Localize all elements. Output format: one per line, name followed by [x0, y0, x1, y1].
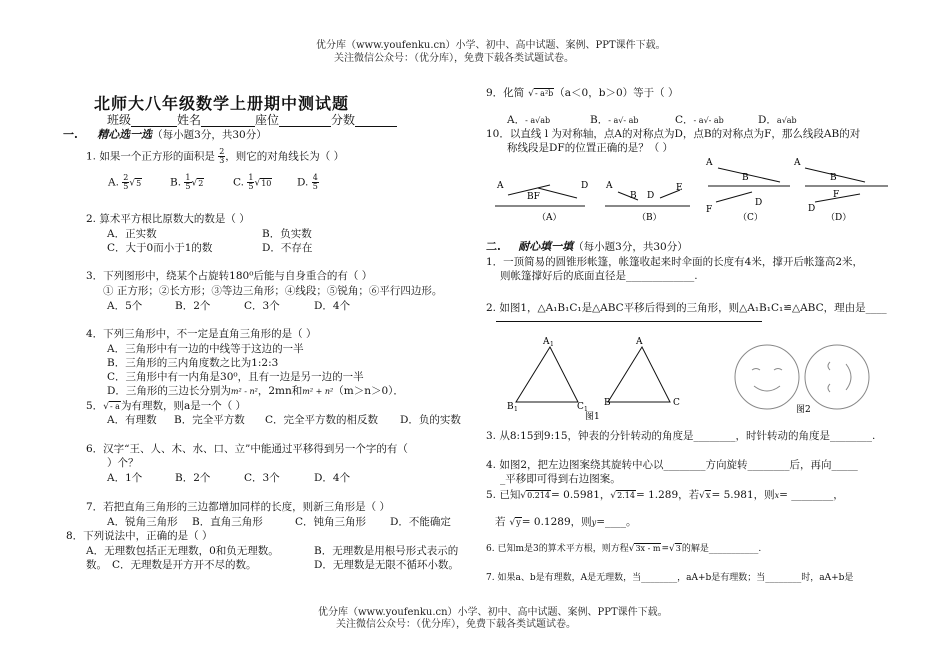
svg-text:B: B — [742, 173, 749, 183]
q9-option-c: C．- a√- ab — [675, 114, 724, 126]
q9-option-b: B．- a√- ab — [590, 114, 639, 126]
svg-text:E: E — [676, 183, 683, 193]
question-9: 9．化简 √- a²b（a＜0，b＞0）等于（ ） — [486, 87, 679, 99]
svg-text:D: D — [755, 198, 763, 208]
q10-figure-c — [705, 158, 790, 223]
question-6: 6．汉字“王、人、木、水、口、立”中能通过平移得到另一个字的有（ — [86, 443, 408, 455]
svg-text:D: D — [647, 191, 655, 201]
svg-text:C: C — [577, 402, 584, 412]
svg-text:（C）: （C） — [738, 213, 763, 223]
fill-2: 2. 如图1，△A₁B₁C₁是△ABC平移后得到的三角形，则△A₁B₁C₁≌△ABC，理由是____ — [486, 302, 887, 314]
section-1-number: 一. — [63, 128, 78, 141]
svg-text:1: 1 — [550, 341, 554, 348]
footer-line-1: 优分库（www.youfenku.cn）小学、初中、高中试题、案例、PPT课件下载。 — [318, 607, 668, 618]
fig-1-caption: 图1 — [585, 412, 600, 422]
q3-option-c: C．3个 — [244, 300, 280, 312]
svg-text:B: B — [830, 173, 837, 183]
q7-option-b: B．直角三角形 — [192, 516, 263, 528]
score-label: 分数 — [331, 113, 356, 127]
triangle-a1b1c1 — [507, 337, 588, 413]
fill-7: 7. 如果a、b是有理数，A是无理数，当________，aA+b是有理数；当________时，aA+b是 — [486, 573, 854, 583]
q2-option-d: D．不存在 — [262, 242, 313, 254]
fill-2-figures — [480, 332, 900, 424]
svg-text:A: A — [636, 337, 643, 347]
question-1 — [86, 148, 344, 165]
q1-text: 1. 如果一个正方形的面积是 — [86, 150, 215, 163]
q1-fraction: $\frac{2}{3}$ — [219, 147, 225, 165]
fill-5-cont: 若 √y= 0.1289，则y=____。 — [495, 516, 637, 528]
q1-option-a: A. $\frac{2}{5}√5$ — [108, 173, 142, 191]
question-2: 2. 算术平方根比原数大的数是（ ） — [86, 213, 250, 225]
header-line-2: 关注微信公众号：（优分库），免费下载各类试题试卷。 — [334, 53, 574, 64]
q4-option-c: C．三角形中有一内角是30⁰，且有一边是另一边的一半 — [107, 371, 364, 383]
q8-option-a: A．无理数包括正无理数，0和负无理数。 — [86, 545, 279, 557]
fill-6: 6. 已知m是3的算术平方根，则方程√3x - m=√3的解是___________. — [486, 544, 762, 554]
student-info-row — [107, 113, 397, 127]
svg-text:（B）: （B） — [637, 213, 662, 223]
section-1-heading — [63, 128, 267, 142]
svg-text:A: A — [706, 158, 713, 168]
q7-option-d: D．不能确定 — [390, 516, 451, 528]
q3-option-a: A．5个 — [107, 300, 143, 312]
q10-figure-d — [793, 158, 888, 223]
score-blank — [355, 114, 397, 127]
name-label: 姓名 — [177, 113, 202, 127]
fill-1: 1．一顶简易的圆锥形帐篷，帐篷收起来时伞面的长度有4米，撑开后帐篷高2米， — [486, 256, 864, 268]
section-1-note: （每小题3分，共30分） — [152, 129, 267, 141]
question-8: 8．下列说法中，正确的是（ ） — [66, 530, 213, 542]
q2-option-b: B．负实数 — [262, 228, 312, 240]
seat-blank — [279, 114, 331, 127]
q7-option-a: A．锐角三角形 — [107, 516, 178, 528]
section-2-name: 耐心填一填 — [518, 240, 574, 253]
q2-option-a: A．正实数 — [107, 228, 157, 240]
q1-option-c: C. $\frac{1}{5}√10$ — [233, 173, 272, 191]
q10-figures — [480, 150, 900, 230]
class-label: 班级 — [107, 113, 132, 127]
svg-text:D: D — [581, 181, 589, 191]
q8-option-b-cont: 数。 — [86, 559, 107, 571]
header-line-1: 优分库（www.youfenku.cn）小学、初中、高中试题、案例、PPT课件下载。 — [316, 40, 666, 51]
q10-figure-b — [605, 181, 690, 223]
svg-text:BF: BF — [527, 192, 540, 202]
svg-text:C: C — [673, 398, 680, 408]
q5-option-a: A．有理数 — [107, 414, 157, 426]
svg-text:A: A — [543, 337, 550, 347]
q8-option-d: D．无理数是无限不循环小数。 — [314, 559, 459, 571]
svg-text:D: D — [808, 204, 816, 214]
fill-3: 3. 从8:15到9:15，钟表的分针转动的角度是________，时针转动的角度是________. — [486, 430, 876, 442]
question-7: 7．若把直角三角形的三边都增加同样的长度，则新三角形是（ ） — [86, 501, 391, 513]
page-title: 北师大八年级数学上册期中测试题 — [94, 94, 350, 113]
svg-text:（D）: （D） — [826, 213, 852, 223]
q5-option-b: B．完全平方数 — [174, 414, 245, 426]
fill-4-cont: _平移即可得到右边图案。 — [500, 473, 621, 485]
question-4: 4．下列三角形中，不一定是直角三角形的是（ ） — [86, 328, 317, 340]
fill-2-answer-line — [496, 321, 762, 322]
question-10: 10．以直线 l 为对称轴，点A的对称点为D，点B的对称点为F，那么线段AB的对 — [486, 128, 861, 140]
svg-text:A: A — [606, 181, 613, 191]
section-1-name: 精心选一选 — [97, 128, 153, 141]
q3-option-d: D．4个 — [314, 300, 351, 312]
q9-option-d: D．a√ab — [758, 114, 797, 126]
footer-line-2: 关注微信公众号：（优分库），免费下载各类试题试卷。 — [336, 619, 576, 630]
section-2-heading — [486, 240, 688, 254]
svg-text:（A）: （A） — [537, 213, 562, 223]
q4-option-d: D．三角形的三边长分别为m² - n²，2mn和m² + n²（m＞n＞0）． — [107, 385, 404, 397]
question-3: 3．下列图形中，绕某个占旋转180⁰后能与自身重合的有（ ） — [86, 270, 373, 282]
question-6-cont: ）个？ — [107, 457, 139, 469]
q3-option-b: B．2个 — [175, 300, 211, 312]
svg-text:F: F — [833, 190, 840, 200]
q1-text-2: ，则它的对角线长为（ ） — [225, 150, 345, 163]
q6-option-a: A．1个 — [107, 472, 143, 484]
section-2-number: 二. — [486, 240, 501, 253]
fig-2-caption: 图2 — [796, 405, 811, 415]
q10-figure-a — [495, 181, 588, 223]
svg-text:1: 1 — [514, 406, 518, 413]
name-blank — [201, 114, 255, 127]
svg-text:A: A — [794, 158, 801, 168]
svg-text:1: 1 — [584, 406, 588, 413]
question-10-cont: 称线段是DF的位置正确的是？（ ） — [507, 142, 674, 154]
q8-option-b: B．无理数是用根号形式表示的 — [314, 545, 459, 557]
q1-option-b: B. $\frac{1}{5}√2$ — [170, 173, 204, 191]
svg-text:B: B — [507, 402, 514, 412]
face-left-icon — [735, 345, 799, 409]
fill-1-cont: 则帐篷撑好后的底面直径是_____________. — [500, 270, 698, 282]
q9-option-a: A．- a√ab — [507, 114, 551, 126]
fill-4: 4. 如图2，把左边图案绕其旋转中心以________方向旋转________后，再向_____ — [486, 459, 858, 471]
fill-5: 5. 已知√0.214= 0.5981，√2.14= 1.289，若√x= 5.981，则x= ________， — [486, 489, 844, 501]
triangle-abc — [604, 337, 680, 408]
q1-option-d: D. $\frac{4}{5}$ — [297, 173, 318, 191]
svg-text:A: A — [497, 181, 504, 191]
q4-option-a: A．三角形中有一边的中线等于这边的一半 — [107, 343, 304, 355]
q4-option-b: B．三角形的三内角度数之比为1:2:3 — [107, 357, 279, 369]
face-right-icon — [805, 345, 869, 409]
class-blank — [131, 114, 177, 127]
section-2-note: （每小题3分，共30分） — [573, 241, 688, 253]
q8-option-c: C．无理数是开方开不尽的数。 — [112, 559, 257, 571]
q7-option-c: C．钝角三角形 — [295, 516, 367, 528]
svg-text:F: F — [706, 205, 713, 215]
q5-option-d: D．负的实数 — [400, 414, 461, 426]
q6-option-b: B．2个 — [175, 472, 211, 484]
q5-option-c: C．完全平方数的相反数 — [265, 414, 379, 426]
svg-text:B: B — [630, 191, 637, 201]
seat-label: 座位 — [255, 113, 280, 127]
q6-option-d: D．4个 — [314, 472, 351, 484]
q2-option-c: C．大于0而小于1的数 — [107, 242, 213, 254]
q6-option-c: C．3个 — [244, 472, 280, 484]
svg-text:B: B — [604, 398, 611, 408]
question-5: 5．√- a为有理数，则a是一个（ ） — [86, 400, 247, 412]
q3-items: ① 正方形；②长方形；③等边三角形；④线段；⑤锐角；⑥平行四边形。 — [103, 285, 443, 297]
